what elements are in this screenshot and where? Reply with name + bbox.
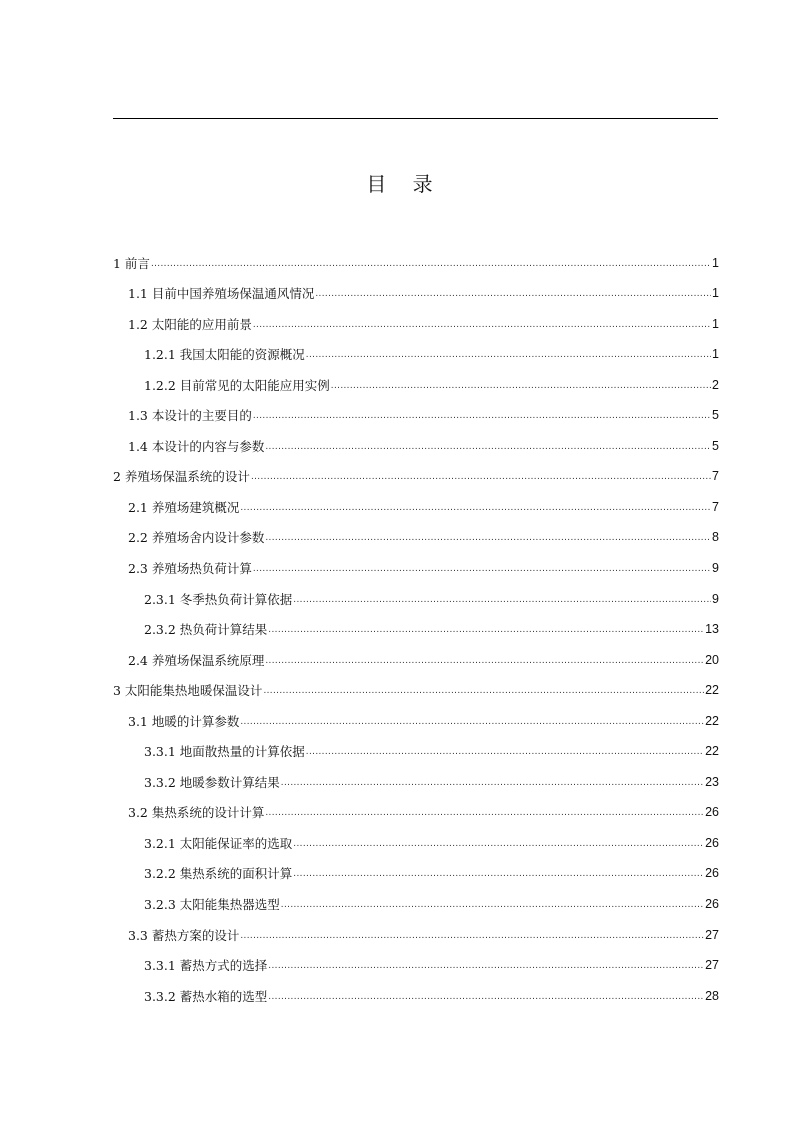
toc-page-number: 13 <box>705 622 719 637</box>
toc-entry[interactable] <box>113 582 719 613</box>
toc-entry-title: 2.1 养殖场建筑概况 <box>128 499 240 515</box>
toc-leader-dots <box>265 653 704 668</box>
toc-entry-title: 2.3.1 冬季热负荷计算依据 <box>144 591 293 607</box>
toc-entry[interactable] <box>113 368 719 399</box>
toc-leader-dots <box>240 500 711 515</box>
toc-entry-title: 2.3.2 热负荷计算结果 <box>144 622 268 638</box>
toc-entry[interactable] <box>113 307 719 338</box>
toc-entry-title: 3.2.1 太阳能保证率的选取 <box>144 835 293 851</box>
toc-leader-dots <box>281 775 704 790</box>
toc-page-number: 8 <box>712 530 719 545</box>
toc-leader-dots <box>268 989 704 1004</box>
toc-entry[interactable] <box>113 857 719 888</box>
toc-entry-title: 3 太阳能集热地暖保温设计 <box>113 683 263 699</box>
toc-entry-title: 3.1 地暖的计算参数 <box>128 713 240 729</box>
toc-entry-title: 2.3 养殖场热负荷计算 <box>128 561 252 577</box>
toc-page-number: 26 <box>705 805 719 820</box>
toc-page-number: 7 <box>712 499 719 514</box>
toc-leader-dots <box>265 530 711 545</box>
toc-entry[interactable] <box>113 979 719 1010</box>
toc-page-number: 28 <box>705 988 719 1003</box>
header-rule <box>113 118 718 119</box>
toc-page-number: 5 <box>712 408 719 423</box>
toc-page-number: 9 <box>712 591 719 606</box>
toc-page-number: 9 <box>712 561 719 576</box>
toc-page-number: 1 <box>712 286 719 301</box>
toc-entry[interactable] <box>113 887 719 918</box>
toc-leader-dots <box>265 439 711 454</box>
toc-entry-title: 3.3.1 地面散热量的计算依据 <box>144 744 305 760</box>
toc-page-number: 27 <box>705 927 719 942</box>
toc-entry[interactable] <box>113 674 719 705</box>
toc-entry-title: 1 前言 <box>113 255 150 271</box>
toc-entry[interactable] <box>113 429 719 460</box>
toc-entry[interactable] <box>113 796 719 827</box>
toc-page-number: 27 <box>705 958 719 973</box>
toc-leader-dots <box>293 866 704 881</box>
toc-leader-dots <box>265 805 704 820</box>
toc-entry[interactable] <box>113 735 719 766</box>
toc-entry-title: 1.2 太阳能的应用前景 <box>128 316 252 332</box>
toc-entry[interactable] <box>113 918 719 949</box>
toc-entry[interactable] <box>113 490 719 521</box>
toc-entry[interactable] <box>113 338 719 369</box>
toc-entry-title: 3.3.2 地暖参数计算结果 <box>144 774 280 790</box>
toc-leader-dots <box>306 744 704 759</box>
toc-entry[interactable] <box>113 399 719 430</box>
toc-leader-dots <box>306 347 711 362</box>
toc-leader-dots <box>240 714 704 729</box>
toc-page-number: 1 <box>712 347 719 362</box>
toc-leader-dots <box>151 256 711 271</box>
toc-leader-dots <box>253 561 711 576</box>
toc-leader-dots <box>253 317 711 332</box>
toc-leader-dots <box>293 592 711 607</box>
toc-page-number: 5 <box>712 438 719 453</box>
toc-entry-title: 1.1 目前中国养殖场保温通风情况 <box>128 286 315 302</box>
toc-entry[interactable] <box>113 826 719 857</box>
toc-leader-dots <box>315 286 711 301</box>
toc-leader-dots <box>281 897 704 912</box>
toc-entry[interactable] <box>113 949 719 980</box>
toc-leader-dots <box>331 378 711 393</box>
toc-entry-title: 1.3 本设计的主要目的 <box>128 408 252 424</box>
toc-entry-title: 2.4 养殖场保温系统原理 <box>128 652 265 668</box>
toc-entry-title: 1.4 本设计的内容与参数 <box>128 438 265 454</box>
toc-page-number: 7 <box>712 469 719 484</box>
toc-page-number: 22 <box>705 713 719 728</box>
toc-entry-title: 2.2 养殖场舍内设计参数 <box>128 530 265 546</box>
toc-leader-dots <box>253 408 711 423</box>
toc-page-number: 23 <box>705 774 719 789</box>
toc-leader-dots <box>251 469 711 484</box>
toc-leader-dots <box>268 958 704 973</box>
toc-page-number: 22 <box>705 744 719 759</box>
toc-leader-dots <box>240 928 704 943</box>
toc-entry[interactable] <box>113 613 719 644</box>
toc-entry[interactable] <box>113 551 719 582</box>
toc-entry-title: 3.3.2 蓄热水箱的选型 <box>144 988 268 1004</box>
toc-entry-title: 3.3.1 蓄热方式的选择 <box>144 958 268 974</box>
toc-leader-dots <box>263 683 704 698</box>
toc-leader-dots <box>293 836 704 851</box>
toc-entry-title: 3.2.2 集热系统的面积计算 <box>144 866 293 882</box>
toc-page-number: 26 <box>705 835 719 850</box>
toc-page-number: 22 <box>705 683 719 698</box>
toc-page-number: 26 <box>705 897 719 912</box>
toc-page-number: 2 <box>712 377 719 392</box>
toc-entry-title: 3.3 蓄热方案的设计 <box>128 927 240 943</box>
table-of-contents <box>113 246 719 1010</box>
toc-page-number: 1 <box>712 255 719 270</box>
toc-page-number: 26 <box>705 866 719 881</box>
toc-entry-title: 1.2.1 我国太阳能的资源概况 <box>144 347 305 363</box>
toc-page-number: 20 <box>705 652 719 667</box>
toc-entry[interactable] <box>113 765 719 796</box>
toc-entry-title: 2 养殖场保温系统的设计 <box>113 469 250 485</box>
toc-entry-title: 1.2.2 目前常见的太阳能应用实例 <box>144 377 330 393</box>
toc-entry[interactable] <box>113 521 719 552</box>
toc-entry-title: 3.2 集热系统的设计计算 <box>128 805 265 821</box>
toc-entry[interactable] <box>113 277 719 308</box>
toc-entry-title: 3.2.3 太阳能集热器选型 <box>144 897 280 913</box>
toc-entry[interactable] <box>113 643 719 674</box>
toc-entry[interactable] <box>113 704 719 735</box>
toc-entry[interactable] <box>113 246 719 277</box>
toc-page-number: 1 <box>712 316 719 331</box>
toc-entry[interactable] <box>113 460 719 491</box>
page-title: 目 录 <box>366 172 443 196</box>
toc-leader-dots <box>268 622 704 637</box>
